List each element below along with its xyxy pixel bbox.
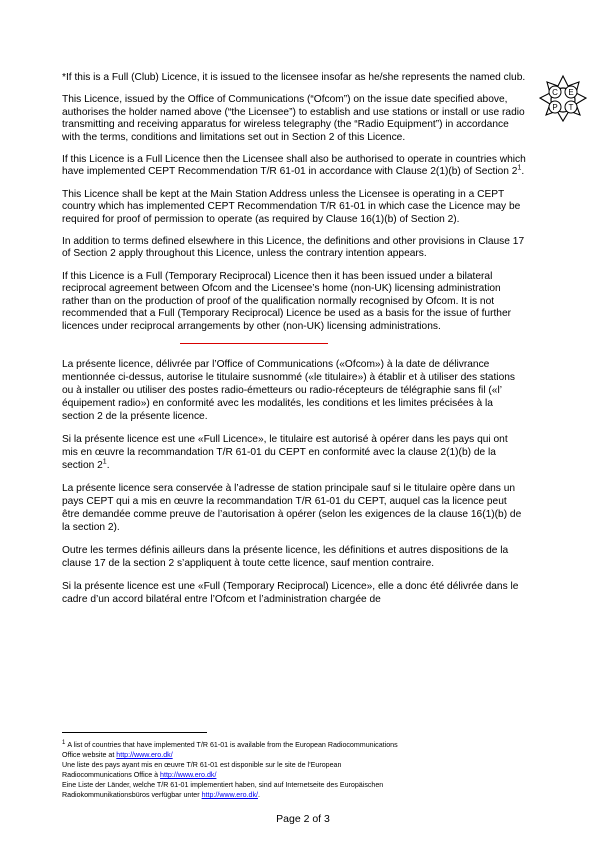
ero-link-de[interactable]: http://www.ero.dk/ [201, 791, 258, 799]
french-section [62, 358, 526, 606]
footnote-ref: 1 [517, 165, 522, 173]
cept-authorisation-paragraph [62, 154, 526, 179]
footnote-fr-link-prefix: Radiocommunications Office à [62, 771, 161, 779]
fr-cept-authorisation-paragraph [62, 433, 526, 472]
footnote-number: 1 [62, 739, 66, 746]
fr-licence-location-paragraph: La présente licence sera conservée à l’adresse de station principale sauf si le titulaire opère dans un pays CEPT qui a mis en œuvre la recommandation T/R 61-01 du CEPT, auquel cas la licence peut être demandée comme preuve de l’autorisation à opérer (selon les exigences de la clause 16(1)(b) de la section 2). [62, 482, 522, 533]
fr-cept-authorisation-end: . [106, 459, 110, 471]
cept-logo [538, 74, 588, 130]
footnote-en-link-prefix: Office website at [62, 751, 117, 759]
english-section [62, 72, 526, 333]
licence-authorisation-paragraph: This Licence, issued by the Office of Communications (“Ofcom”) on the issue date specified above, authorises the holder named above (“the Licensee”) to establish and use stations or install or use radio transmitting and receiving apparatus for wireless telegraphy (the “Radio Equipment”) in accordance with the terms, conditions and limitations set out in Section 2 of this Licence. [62, 94, 525, 143]
page-number: Page 2 of 3 [276, 813, 330, 825]
cept-authorisation-text: If this Licence is a Full Licence then the Licensee shall also be authorised to operate in countries which have implemented CEPT Recommendation T/R 61-01 in accordance with Clause 2(1)(b) of Section 2 [62, 154, 526, 178]
fr-licence-authorisation-paragraph: La présente licence, délivrée par l’Office of Communications («Ofcom») à la date de délivrance mentionnée ci-dessus, autorise le titulaire susnommé («le titulaire») à établir et à utiliser des stations ou à installer ou utiliser des postes radio-émetteurs ou radio-récepteurs de télégraphie sans fil («l’ équipement radio») en conformité avec les modalités, les conditions et les limites précisées à la section 2 de la présente licence. [62, 358, 515, 422]
club-licence-note: *If this is a Full (Club) Licence, it is issued to the licensee insofar as he/she represents the named club. [62, 72, 526, 83]
footnote-de-link-prefix: Radiokommunikationsbüros verfügbar unter [62, 791, 202, 799]
cept-authorisation-end: . [521, 166, 525, 178]
footnote-line-en-2 [62, 750, 522, 760]
footnote-de-end: . [257, 791, 260, 799]
language-divider [180, 343, 328, 344]
logo-letter-e: E [568, 88, 574, 97]
licence-location-paragraph: This Licence shall be kept at the Main Station Address unless the Licensee is operating in a CEPT country which has implemented CEPT Recommendation T/R 61-01 in which case the Licence may be required for proof of permission to operate (as required by Clause 16(1)(b) of Section 2). [62, 188, 521, 225]
footnote-line-de-2 [62, 790, 522, 800]
ero-link-fr[interactable]: http://www.ero.dk/ [160, 771, 217, 779]
fr-footnote-ref: 1 [102, 458, 107, 466]
footnote-line-fr-2 [62, 770, 522, 780]
footnote-line-en-1 [62, 740, 522, 750]
temporary-reciprocal-paragraph: If this Licence is a Full (Temporary Reciprocal) Licence then it has been issued under a bilateral reciprocal agreement between Ofcom and the Licensee’s home (non-UK) licensing administration rather than on the production of proof of the qualification normally recognised by Ofcom. It is not recommended that a Full (Temporary Reciprocal) Licence be used as a basis for the issue of further licences under reciprocal arrangements by other (non-UK) licensing administrations. [62, 270, 512, 332]
fr-cept-authorisation-text: Si la présente licence est une «Full Licence», le titulaire est autorisé à opérer dans les pays qui ont mis en œuvre la recommandation T/R 61-01 du CEPT en conformité avec la clause 2(1)(b) de la section 2 [62, 433, 508, 471]
footnote-separator [62, 732, 207, 733]
fr-definitions-paragraph: Outre les termes définis ailleurs dans la présente licence, les définitions et autres dispositions de la clause 17 de la section 2 s’appliquent à toute cette licence, sauf mention contraire. [62, 544, 509, 569]
footnote-en-text: A list of countries that have implemented T/R 61-01 is available from the European Radiocommunications [67, 741, 398, 749]
logo-letter-p: P [552, 103, 558, 112]
footnotes [62, 740, 522, 800]
licence-body [62, 72, 526, 616]
logo-letter-t: T [568, 103, 574, 112]
footnote-line-fr-1: Une liste des pays ayant mis en œuvre T/R 61-01 est disponible sur le site de l’European [62, 761, 342, 769]
logo-letter-c: C [552, 88, 558, 97]
definitions-paragraph: In addition to terms defined elsewhere in this Licence, the definitions and other provisions in Clause 17 of Section 2 apply throughout this Licence, unless the contrary intention appears. [62, 236, 525, 260]
footnote-line-de-1: Eine Liste der Länder, welche T/R 61-01 implementiert haben, sind auf Internetseite des Europäischen [62, 781, 384, 789]
ero-link-en[interactable]: http://www.ero.dk/ [116, 751, 173, 759]
fr-temporary-reciprocal-paragraph: Si la présente licence est une «Full (Temporary Reciprocal) Licence», elle a donc été délivrée dans le cadre d’un accord bilatéral entre l’Ofcom et l’administration chargée de [62, 580, 519, 605]
